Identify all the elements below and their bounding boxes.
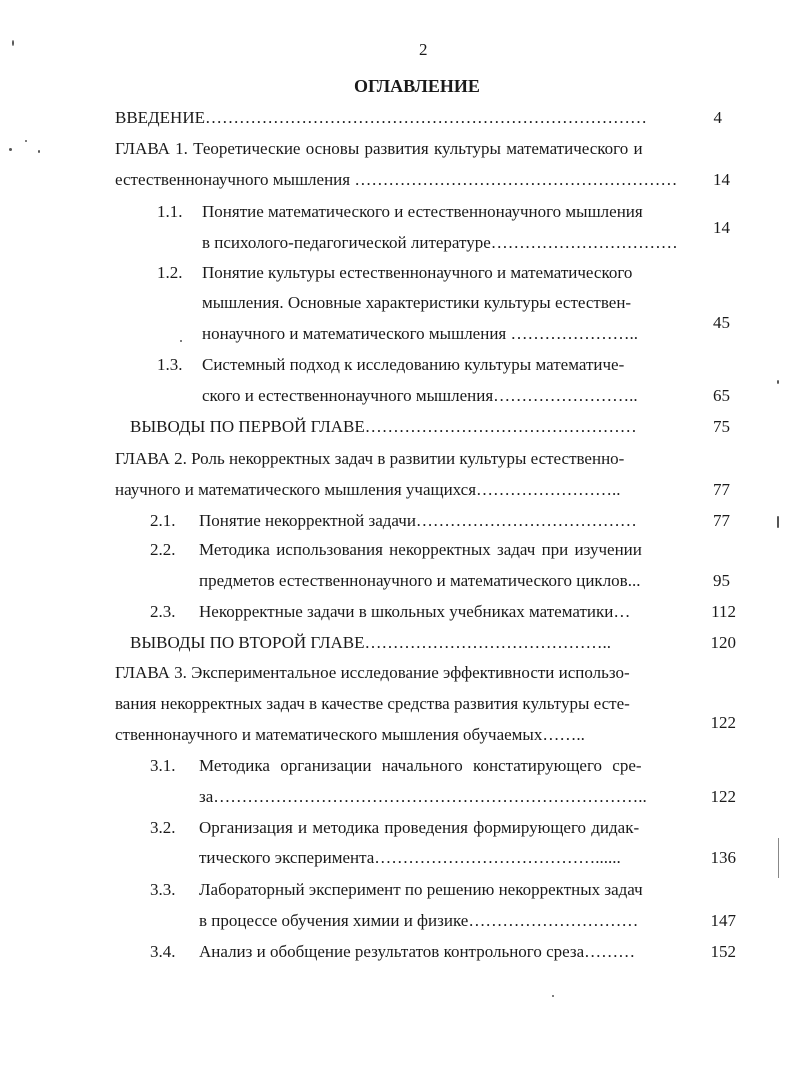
toc-section-1-1-line-1: Понятие математического и естественнонаучного мышления (202, 202, 643, 221)
toc-conclusions-2: ВЫВОДЫ ПО ВТОРОЙ ГЛАВЕ…………………………………….. (130, 633, 612, 652)
scan-speck (778, 838, 779, 878)
toc-section-2-2-number: 2.2. (150, 540, 176, 559)
toc-section-1-3-number: 1.3. (157, 355, 183, 374)
toc-section-2-2-page: 95 (713, 571, 730, 590)
toc-section-1-1-number: 1.1. (157, 202, 183, 221)
toc-section-1-2-page: 45 (713, 313, 730, 332)
toc-conclusions-1-page: 75 (713, 417, 730, 436)
toc-chapter-2-line-1: ГЛАВА 2. Роль некорректных задач в развитии культуры естественно- (115, 449, 625, 468)
toc-section-3-4-line-1: Анализ и обобщение результатов контрольного среза……… (199, 942, 636, 961)
page-number: 2 (419, 40, 428, 59)
toc-section-3-4-page: 152 (710, 942, 736, 961)
toc-section-3-3-line-1: Лабораторный эксперимент по решению некорректных задач (199, 880, 643, 899)
toc-section-2-2-line-2: предметов естественнонаучного и математического циклов... (199, 571, 641, 590)
toc-chapter-3-line-3: ственнонаучного и математического мышления обучаемых…….. (115, 725, 585, 744)
toc-section-3-4-number: 3.4. (150, 942, 176, 961)
toc-section-1-2-line-1: Понятие культуры естественнонаучного и математического (202, 263, 633, 282)
toc-section-1-2-line-2: мышления. Основные характеристики культуры естествен- (202, 293, 632, 312)
toc-section-3-3-line-2: в процессе обучения химии и физике………………………… (199, 911, 639, 930)
toc-section-1-2-line-3: нонаучного и математического мышления ………………….. (202, 324, 638, 343)
toc-chapter-1-page: 14 (713, 170, 730, 189)
scan-speck (777, 380, 779, 384)
toc-intro-page: 4 (713, 108, 722, 127)
toc-section-3-2-number: 3.2. (150, 818, 176, 837)
toc-chapter-3-page: 122 (710, 713, 736, 732)
toc-section-3-3-page: 147 (710, 911, 736, 930)
toc-chapter-1-line-1: ГЛАВА 1. Теоретические основы развития культуры математического и (115, 139, 643, 158)
scan-speck (25, 140, 27, 142)
toc-section-1-3-line-1: Системный подход к исследованию культуры математиче- (202, 355, 625, 374)
toc-section-3-3-number: 3.3. (150, 880, 176, 899)
page-title: ОГЛАВЛЕНИЕ (354, 76, 480, 96)
toc-conclusions-1: ВЫВОДЫ ПО ПЕРВОЙ ГЛАВЕ………………………………………… (130, 417, 637, 436)
scan-speck (38, 150, 40, 153)
toc-section-3-2-line-2: тического эксперимента…………………………………...... (199, 848, 621, 867)
toc-section-1-3-line-2: ского и естественнонаучного мышления…………………….. (202, 386, 638, 405)
toc-section-2-1-line-1: Понятие некорректной задачи………………………………… (199, 511, 637, 530)
toc-section-3-1-line-1: Методика организации начального констатирующего сре- (199, 756, 642, 775)
toc-section-2-3-page: 112 (711, 602, 736, 621)
toc-section-1-1-line-2: в психолого-педагогической литературе…………………………… (202, 233, 678, 252)
toc-chapter-1-line-2: естественнонаучного мышления ………………………………………………… (115, 170, 678, 189)
toc-section-2-2-line-1: Методика использования некорректных задач при изучении (199, 540, 642, 559)
toc-section-1-1-page: 14 (713, 218, 730, 237)
toc-chapter-3-line-2: вания некорректных задач в качестве средства развития культуры есте- (115, 694, 630, 713)
toc-section-2-3-number: 2.3. (150, 602, 176, 621)
toc-section-3-1-number: 3.1. (150, 756, 176, 775)
toc-section-2-1-number: 2.1. (150, 511, 176, 530)
scan-speck (777, 516, 779, 528)
toc-conclusions-2-page: 120 (710, 633, 736, 652)
toc-section-1-2-number: 1.2. (157, 263, 183, 282)
toc-section-3-1-page: 122 (710, 787, 736, 806)
toc-section-3-1-line-2: за………………………………………………………………….. (199, 787, 647, 806)
scan-speck (12, 40, 14, 46)
toc-chapter-3-line-1: ГЛАВА 3. Экспериментальное исследование эффективности использо- (115, 663, 630, 682)
toc-section-2-1-page: 77 (713, 511, 730, 530)
scan-speck (9, 148, 12, 151)
toc-section-1-3-page: 65 (713, 386, 730, 405)
scan-speck (180, 340, 182, 342)
scan-speck (552, 995, 554, 997)
toc-intro: ВВЕДЕНИЕ…………………………………………………………………… (115, 108, 647, 127)
toc-section-2-3-line-1: Некорректные задачи в школьных учебниках математики… (199, 602, 631, 621)
toc-chapter-2-line-2: научного и математического мышления учащихся…………………….. (115, 480, 621, 499)
toc-section-3-2-page: 136 (710, 848, 736, 867)
toc-chapter-2-page: 77 (713, 480, 730, 499)
toc-section-3-2-line-1: Организация и методика проведения формирующего дидак- (199, 818, 640, 837)
